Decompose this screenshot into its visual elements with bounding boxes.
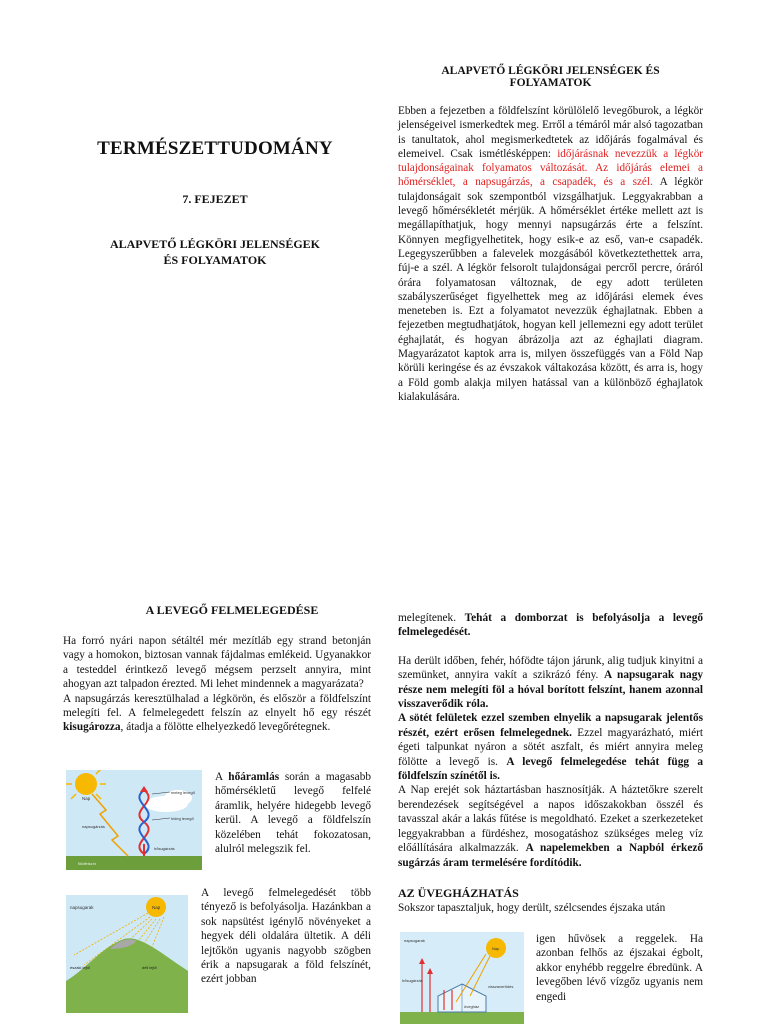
chapter-title-line-1: ALAPVETŐ LÉGKÖRI JELENSÉGEK: [109, 237, 321, 251]
fig2-sun-label: Nap: [152, 905, 161, 910]
r-p1-bold: Tehát a domborzat is befolyásolja a levegő felmelegedését.: [398, 612, 703, 639]
intro-definition: időjárásnak nevezzük a légkör tulajdonságainak folyamatos változását. Az időjárás elemei a hőmérséklet, a napsugárzás, a csapadék, és a szél.: [398, 147, 704, 189]
r-p1-text: melegítenek.: [398, 612, 465, 624]
section-heading-warming: A LEVEGŐ FELMELEGEDÉSE: [145, 603, 319, 617]
r-p3-text: Ezzel magyarázható, miért égeti talpunkat nyáron a sötét aszfalt, és miért annyira meleg fölötte a levegő is.: [398, 726, 703, 768]
fig3-rays-label: napsugarak: [404, 938, 425, 943]
p2-text-c: , átadja a fölötte elhelyezkedő levegőrétegnek.: [120, 721, 331, 734]
warming-paragraph-3: [215, 770, 371, 856]
fig1-warm-label: meleg levegő: [171, 790, 195, 795]
sun-icon: [75, 773, 97, 795]
intro-section: [398, 65, 703, 404]
main-title: TERMÉSZETTUDOMÁNY: [97, 138, 333, 159]
right-column: [398, 611, 703, 915]
warming-paragraph-2: [63, 692, 371, 735]
r-p2-bold: A napsugarak nagy része nem melegíti föl a hóval borított felszínt, hanem azonnal visszaverődik róla.: [398, 669, 704, 711]
intro-text-start: Ebben a fejezetben a földfelszínt körülölelő levegőburok, a légkör jelenségeivel ismerkedtek meg. Erről a témáról már alsó tagozatban is tanultatok, ahol megismerkedtetek az időjárás fogalmával és elemeivel. Csak ismétlésképpen:: [398, 105, 703, 160]
r-p4-bold: A napelemekben a Napból érkező sugárzás áram termelésére fordítódik.: [398, 842, 703, 869]
warming-paragraph-1: Ha forró nyári napon sétáltél mér mezítláb egy strand betonján vagy a homokon, biztosan vannak fájdalmas emlékeid. Ugyanakkor a testeddel érintkező levegő mégsem perzselt annyira, mint ahogyan azt talpadon érezted. Mi lehet mindennek a magyarázata?: [63, 635, 371, 691]
fig2-rays-label: napsugarak: [70, 905, 94, 910]
p2-text-a: A napsugárzás keresztülhalad a légkörön, és először a földfelszínt melegíti fel. A felmelegedett felszín az elnyelt hő egy részét: [63, 692, 371, 720]
r-p2-text: Ha derült időben, fehér, hófödte tájon járunk, alig tudjuk kinyitni a szemünket, annyira vakít a szikrázó fény.: [398, 654, 703, 682]
greenhouse-figure: [400, 932, 524, 1024]
fig1-heat-label: hősugárzás: [154, 846, 175, 851]
warming-paragraph-4: A levegő felmelegedését több tényező is befolyásolja. Hazánkban a sok napsütést igénylő növényeket a hegyek déli oldalára ültetik. A déli lejtőkön ugyanis nagyobb szögben érik a napsugarak a föld felszínét, ezért jobban: [201, 887, 371, 986]
r-p3-bold-c: A levegő felmelegedése tehát függ a földfelszín színétől is.: [398, 755, 703, 783]
snow-paragraph: [398, 654, 703, 712]
chapter-number: 7. FEJEZET: [182, 192, 248, 206]
left-column: [63, 603, 371, 735]
fig3-heat-label: hősugárzás: [402, 978, 423, 983]
fig3-reflect-label: visszaverődés: [488, 984, 514, 989]
convection-figure: [66, 770, 202, 870]
fig2-north-label: északi lejtő: [70, 965, 90, 970]
intro-heading-line-2: FOLYAMATOK: [509, 77, 592, 89]
intro-paragraph: [398, 104, 703, 404]
intro-heading-line-1: ALAPVETŐ LÉGKÖRI JELENSÉGEK ÉS: [441, 65, 660, 77]
r-p4-text: A Nap erejét sok háztartásban hasznosítják. A háztetőkre szerelt berendezések segítségével a napos időszakokban összél és tavasszal akár a lakás fűtése is megoldható. Ezeket a szerkezeteket leggyakrabban a fürdéshez, mosogatáshoz szükséges meleg víz előállítására alkalmazzák.: [398, 784, 703, 855]
p3-text-a: A: [215, 771, 229, 783]
p3-text-c: során a magasabb hőmérsékletű levegő felfelé áramlik, helyére hidegebb levegő kerül. A levegő a földfelszín közelében tehát fokozatosan, alulról melegszik fel.: [215, 771, 371, 856]
fig1-cold-label: hideg levegő: [171, 816, 194, 821]
chapter-title-line-2: ÉS FOLYAMATOK: [163, 253, 267, 267]
fig3-glass-label: üvegház: [464, 1004, 480, 1009]
solar-paragraph: [398, 783, 703, 869]
section-heading-greenhouse: AZ ÜVEGHÁZHATÁS: [398, 885, 519, 900]
r-p3-bold-a: A sötét felületek ezzel szemben elnyelik a napsugarak jelentős részét, ezért erősen felmelegednek.: [398, 712, 703, 739]
fig2-south-label: déli lejtő: [142, 965, 157, 970]
fig1-rays-label: napsugárzás: [82, 824, 105, 829]
greenhouse-paragraph-1: Sokszor tapasztaljuk, hogy derült, szélcsendes éjszaka után: [398, 901, 666, 914]
p2-bold: kisugározza: [63, 721, 121, 734]
greenhouse-paragraph-2: igen hűvösek a reggelek. Ha azonban felhős az éjszakai égbolt, akkor enyhébb reggelre ébredünk. A levegőben lévő vízgőz ugyanis nem engedi: [536, 933, 703, 1003]
fig3-sun-label: Nap: [492, 946, 500, 951]
intro-text-rest: A légkör tulajdonságait sok szempontból vizsgálhatjuk. Leggyakrabban a levegő hőmérsékletét mérjük. A hőmérséklet értéke mellett azt is megállapíthatjuk, hogy mennyi napsugárzás érte a felszínt. Könnyen megfigyelhetitek, hogy esik-e az eső, van-e csapadék. Legegyszerűbben a falevelek mozgásából következtethettek arra, fúj-e a szél. A légkör felsorolt tulajdonságai percről percre, óráról órára folyamatosan változnak, de egy adott területen szabályszerűséget figyelhettek meg az időjárási elemek éves meneteben is. Ezt a folyamatot nevezzük éghajlatnak. Ebben a fejezetben megtudhatjátok, hogyan kell jellemezni egy adott terület éghajlatát, és hogyan ábrázolja azt az éghajlati diagram. Magyarázatot kaptok arra is, milyen összefüggés van a Föld Nap körüli keringése és az évszakok váltakozása között, és arra is, hogy a Föld gomb alakja milyen hatással van a különböző éghajlatok kialakulására.: [398, 176, 704, 403]
slope-figure: [66, 895, 188, 1013]
dark-surface-paragraph: [398, 711, 703, 783]
relief-paragraph: [398, 611, 703, 640]
p3-bold: hőáramlás: [228, 771, 280, 783]
fig1-sun-label: Nap: [82, 796, 91, 801]
title-block: [70, 138, 360, 268]
fig1-ground-label: földfelszín: [78, 861, 97, 866]
